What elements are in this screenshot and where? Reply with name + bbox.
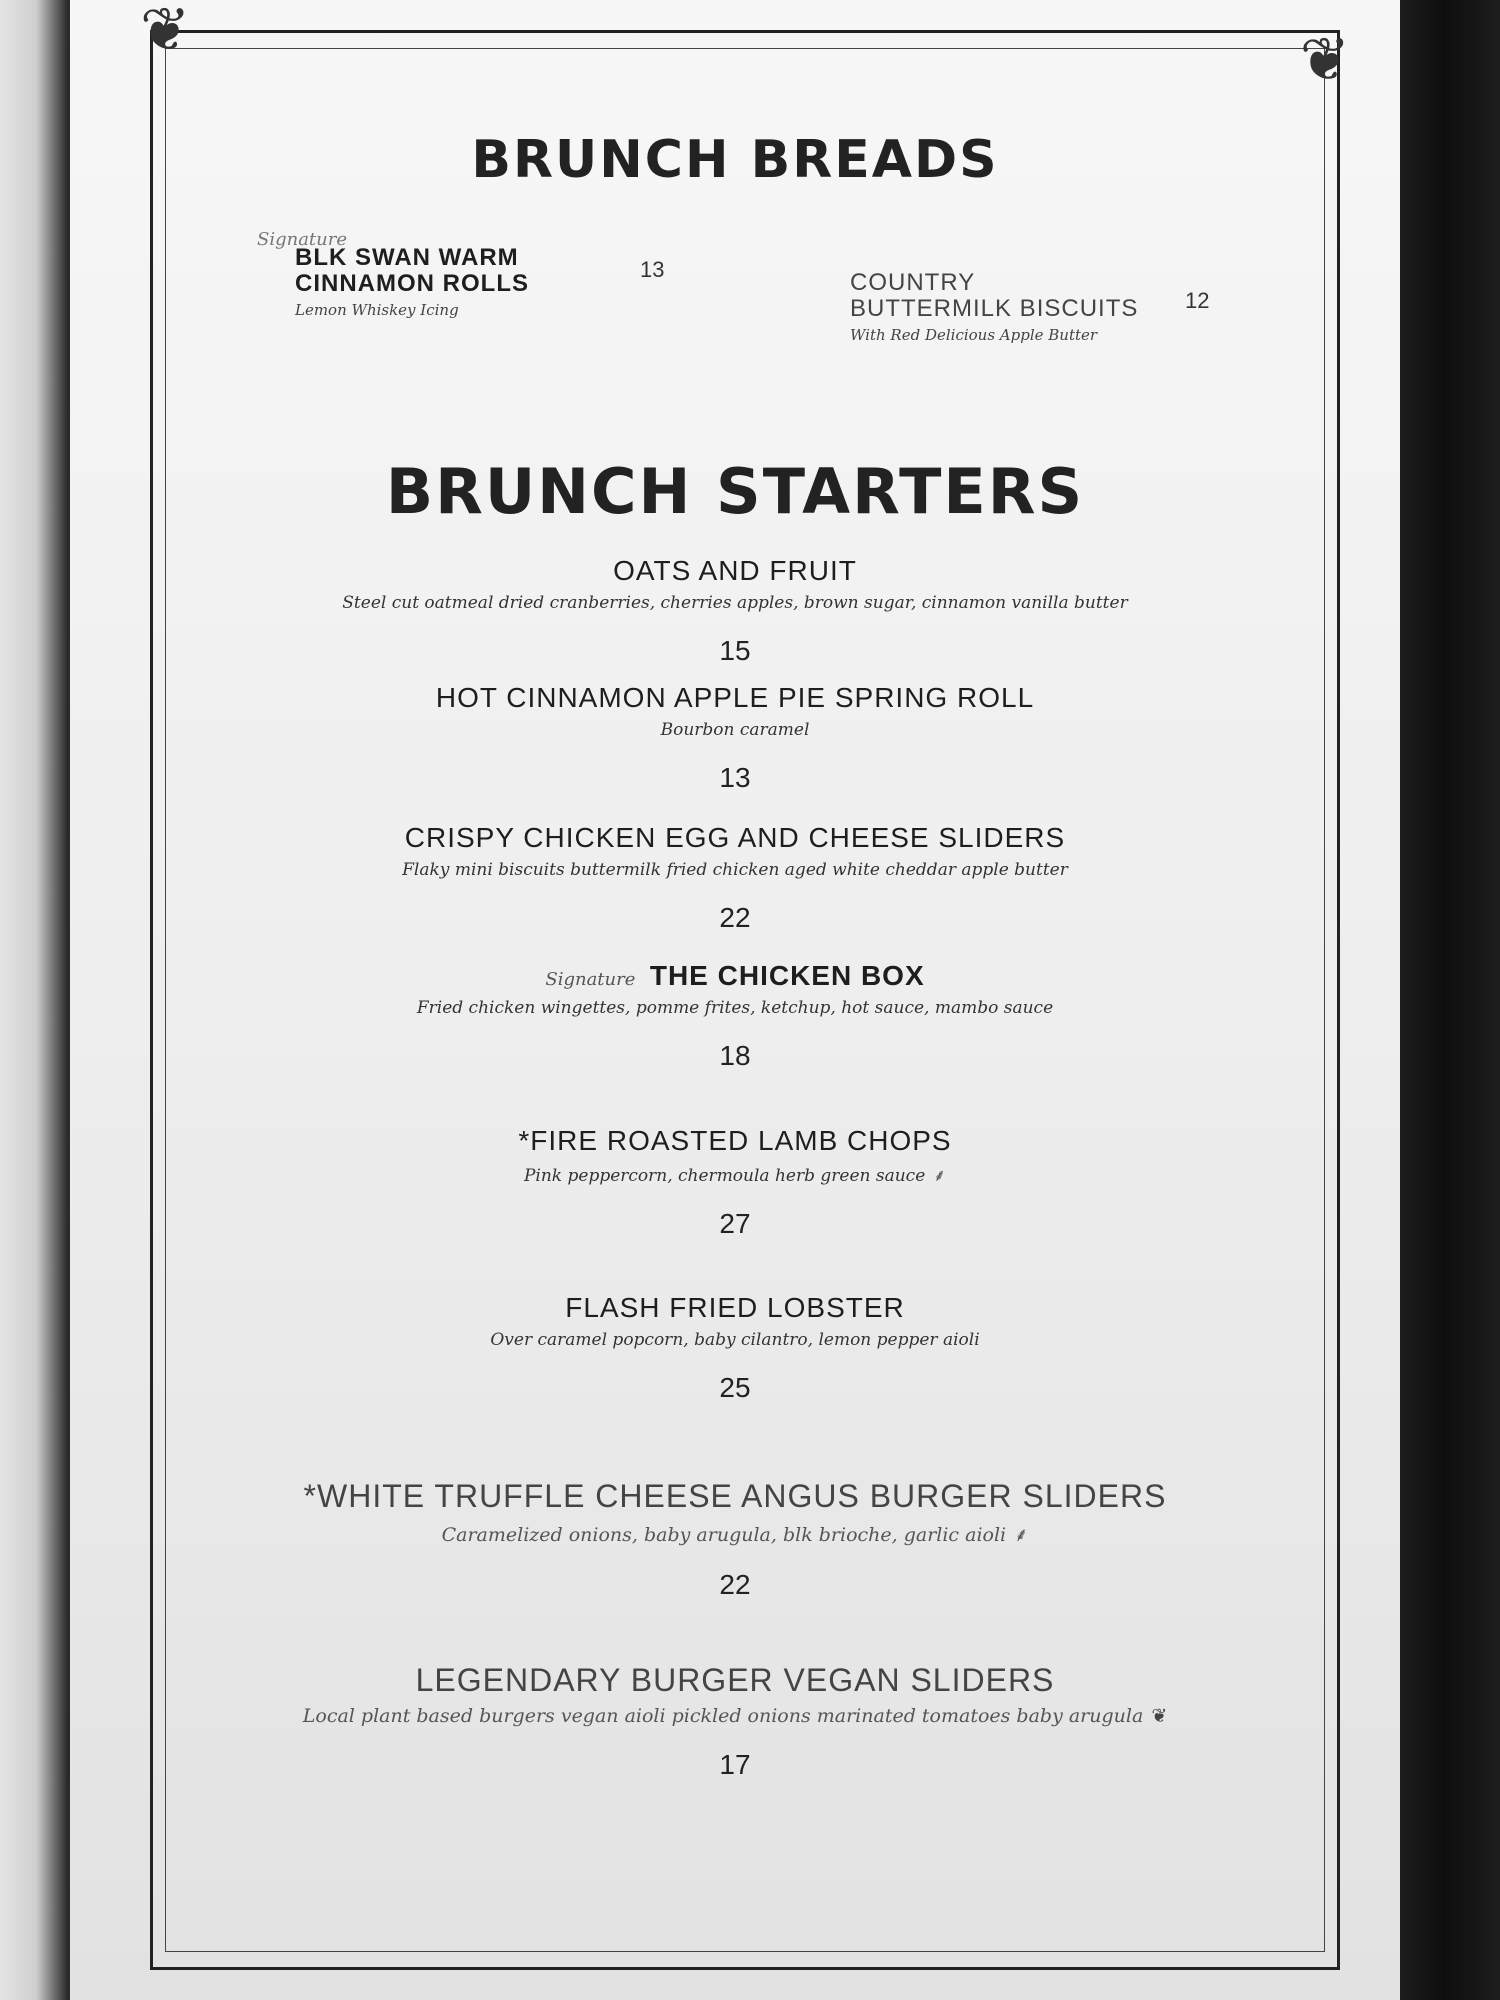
menu-page [70, 0, 1400, 2000]
starter-item [70, 822, 1400, 934]
bread-price: 12 [1185, 288, 1210, 313]
item-name: HOT CINNAMON APPLE PIE SPRING ROLL [435, 682, 1035, 713]
item-description: Caramelized onions, baby arugula, blk brioche, garlic aioli [441, 1524, 1007, 1546]
brunch-breads-title: BRUNCH BREADS [471, 130, 999, 190]
item-price: 15 [719, 635, 751, 666]
item-description: Local plant based burgers vegan aioli pickled onions marinated tomatoes baby arugula [302, 1705, 1144, 1727]
item-description: Steel cut oatmeal dried cranberries, cherries apples, brown sugar, cinnamon vanilla butter [342, 593, 1128, 613]
item-name: THE CHICKEN BOX [649, 960, 925, 991]
item-price: 13 [719, 762, 751, 793]
signature-label: Signature [545, 969, 636, 990]
item-description: Flaky mini biscuits buttermilk fried chicken aged white cheddar apple butter [402, 860, 1068, 880]
starter-item [70, 1478, 1400, 1601]
item-name: LEGENDARY BURGER VEGAN SLIDERS [415, 1662, 1055, 1698]
starter-item [70, 1125, 1400, 1240]
starter-item [70, 682, 1400, 794]
bread-item-cinnamon-rolls [257, 229, 665, 319]
item-price: 25 [719, 1372, 751, 1403]
starter-item [70, 1662, 1400, 1781]
wheat-icon: ⸙ [933, 1166, 947, 1186]
signature-label: Signature [257, 229, 348, 250]
item-price: 18 [719, 1040, 751, 1071]
item-name: FLASH FRIED LOBSTER [565, 1292, 905, 1323]
item-description: Pink peppercorn, chermoula herb green sauce [523, 1166, 926, 1186]
ornament-top-left-icon: ❦ [140, 0, 191, 65]
bread-item-buttermilk-biscuits [850, 269, 1210, 344]
item-price: 17 [719, 1749, 751, 1780]
item-name: *FIRE ROASTED LAMB CHOPS [518, 1125, 952, 1156]
item-name: OATS AND FRUIT [613, 555, 857, 586]
item-price: 22 [719, 902, 751, 933]
ornament-top-right-icon: ❦ [1299, 25, 1350, 95]
starter-item [70, 1292, 1400, 1404]
bread-price: 13 [640, 257, 665, 282]
vegan-leaf-icon: ❦ [1151, 1705, 1168, 1727]
bread-name-line2: CINNAMON ROLLS [295, 270, 529, 297]
starter-item [70, 555, 1400, 667]
item-name: *WHITE TRUFFLE CHEESE ANGUS BURGER SLIDERS [303, 1478, 1167, 1514]
starter-item-signature [70, 960, 1400, 1072]
bread-description: With Red Delicious Apple Butter [850, 326, 1098, 344]
bread-description: Lemon Whiskey Icing [295, 301, 459, 319]
brunch-starters-title: BRUNCH STARTERS [385, 455, 1085, 528]
bread-name-line2: BUTTERMILK BISCUITS [850, 295, 1139, 322]
item-name: CRISPY CHICKEN EGG AND CHEESE SLIDERS [404, 822, 1066, 853]
bread-name-line1: BLK SWAN WARM [295, 244, 519, 271]
item-description: Over caramel popcorn, baby cilantro, lemon pepper aioli [490, 1330, 980, 1350]
item-description: Fried chicken wingettes, pomme frites, ketchup, hot sauce, mambo sauce [416, 998, 1054, 1018]
item-description: Bourbon caramel [660, 720, 810, 740]
item-price: 27 [719, 1208, 751, 1239]
wheat-icon: ⸙ [1014, 1524, 1029, 1546]
bread-name-line1: COUNTRY [850, 269, 976, 296]
item-price: 22 [719, 1569, 751, 1600]
